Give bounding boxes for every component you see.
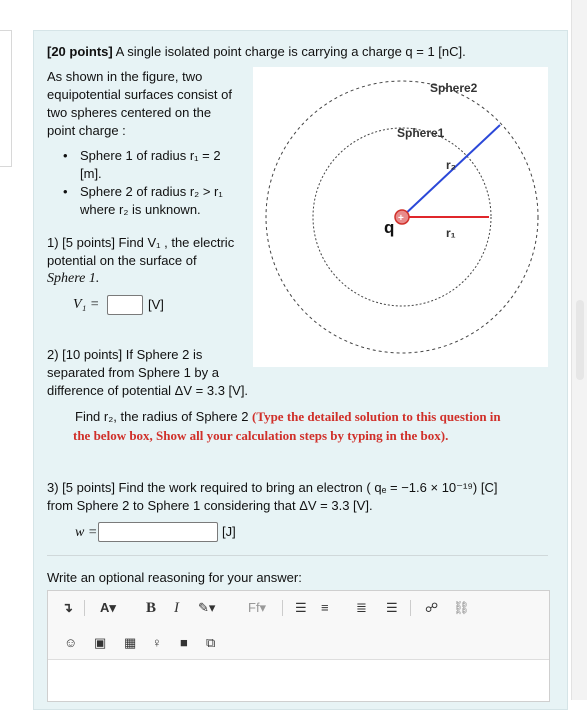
bullet-dot: • <box>63 148 68 163</box>
v1-unit: [V] <box>148 297 164 312</box>
link-icon[interactable]: ☍ <box>425 600 439 615</box>
video-icon[interactable]: ■ <box>180 635 188 650</box>
sphere1-label: Sphere1 <box>397 126 445 140</box>
r1-label: r₁ <box>446 226 456 240</box>
part1-line: potential on the surface of <box>47 253 197 268</box>
part2-find-line <box>75 408 501 426</box>
numbered-list-icon[interactable]: ≡ <box>321 600 329 615</box>
part2-find-text: Find r₂, the radius of Sphere 2 <box>75 409 249 424</box>
sphere2-condition: where r₂ is unknown. <box>80 202 201 217</box>
unlink-icon[interactable]: ⛓ <box>453 600 470 615</box>
toolbar-separator <box>410 600 411 616</box>
sphere1-unit: [m]. <box>80 166 102 181</box>
intro-line: two spheres centered on the <box>47 105 212 120</box>
part1-line: 1) [5 points] Find V₁ , the electric <box>47 235 235 250</box>
microphone-icon[interactable]: ♀ <box>152 635 162 650</box>
font-color-button[interactable]: A▾ <box>100 600 116 615</box>
left-panel-edge <box>0 30 12 167</box>
intro-line: equipotential surfaces consist of <box>47 87 232 102</box>
part2-line: difference of potential ΔV = 3.3 [V]. <box>47 383 249 398</box>
scrollbar-track[interactable] <box>571 0 587 700</box>
intro-line: As shown in the figure, two <box>47 69 203 84</box>
toolbar-separator <box>282 600 283 616</box>
spheres-diagram <box>253 67 548 367</box>
outdent-icon[interactable]: ≣ <box>356 600 367 615</box>
w-label: w = <box>75 525 98 540</box>
v1-label: V₁ = <box>73 297 100 312</box>
v1-answer-input[interactable] <box>107 295 143 315</box>
r2-label: r₂ <box>446 158 457 172</box>
part2-line: 2) [10 points] If Sphere 2 is <box>47 347 203 362</box>
sphere2-description: Sphere 2 of radius r₂ > r₁ <box>80 184 223 199</box>
emoji-icon[interactable]: ☺ <box>64 635 78 650</box>
part3-line: 3) [5 points] Find the work required to bring an electron ( qₑ = −1.6 × 10⁻¹⁹) [C] <box>47 480 498 495</box>
copy-icon[interactable]: ⧉ <box>206 635 216 650</box>
paragraph-format-icon[interactable]: ↴ <box>62 600 73 615</box>
highlight-icon[interactable]: ✎▾ <box>198 600 216 615</box>
bullet-list-icon[interactable]: ☰ <box>295 600 307 615</box>
image-icon[interactable]: ▣ <box>94 635 107 650</box>
w-unit: [J] <box>222 524 236 539</box>
part2-instruction: (Type the detailed solution to this question in <box>252 409 501 424</box>
toolbar-separator <box>84 600 85 616</box>
intro-line: point charge : <box>47 123 126 138</box>
part3-line: from Sphere 2 to Sphere 1 considering that ΔV = 3.3 [V]. <box>47 498 373 513</box>
indent-icon[interactable]: ☰ <box>386 600 398 615</box>
sphere2-label: Sphere2 <box>430 81 478 95</box>
reasoning-editor[interactable] <box>47 590 550 702</box>
question-header <box>47 43 466 61</box>
reasoning-label: Write an optional reasoning for your answer: <box>47 570 302 585</box>
part2-instruction-cont: the below box, Show all your calculation steps by typing in the box). <box>73 428 449 443</box>
charge-label: q <box>384 218 395 237</box>
equipotential-figure <box>253 67 548 367</box>
header-text: A single isolated point charge is carrying a charge q = 1 [nC]. <box>115 44 466 59</box>
scrollbar-thumb[interactable] <box>576 300 584 380</box>
w-answer-input[interactable] <box>98 522 218 542</box>
part2-line: separated from Sphere 1 by a <box>47 365 219 380</box>
part1-line: Sphere 1. <box>47 271 100 286</box>
points-badge: [20 points] <box>47 44 113 59</box>
bullet-dot: • <box>63 184 68 199</box>
plus-sign: + <box>398 213 404 224</box>
font-family-button[interactable]: Ff▾ <box>248 600 267 615</box>
bold-button[interactable]: B <box>146 600 157 616</box>
media-icon[interactable]: ▦ <box>124 635 137 650</box>
sphere1-description: Sphere 1 of radius r₁ = 2 <box>80 148 221 163</box>
divider <box>47 555 548 556</box>
italic-button[interactable]: I <box>174 600 179 616</box>
